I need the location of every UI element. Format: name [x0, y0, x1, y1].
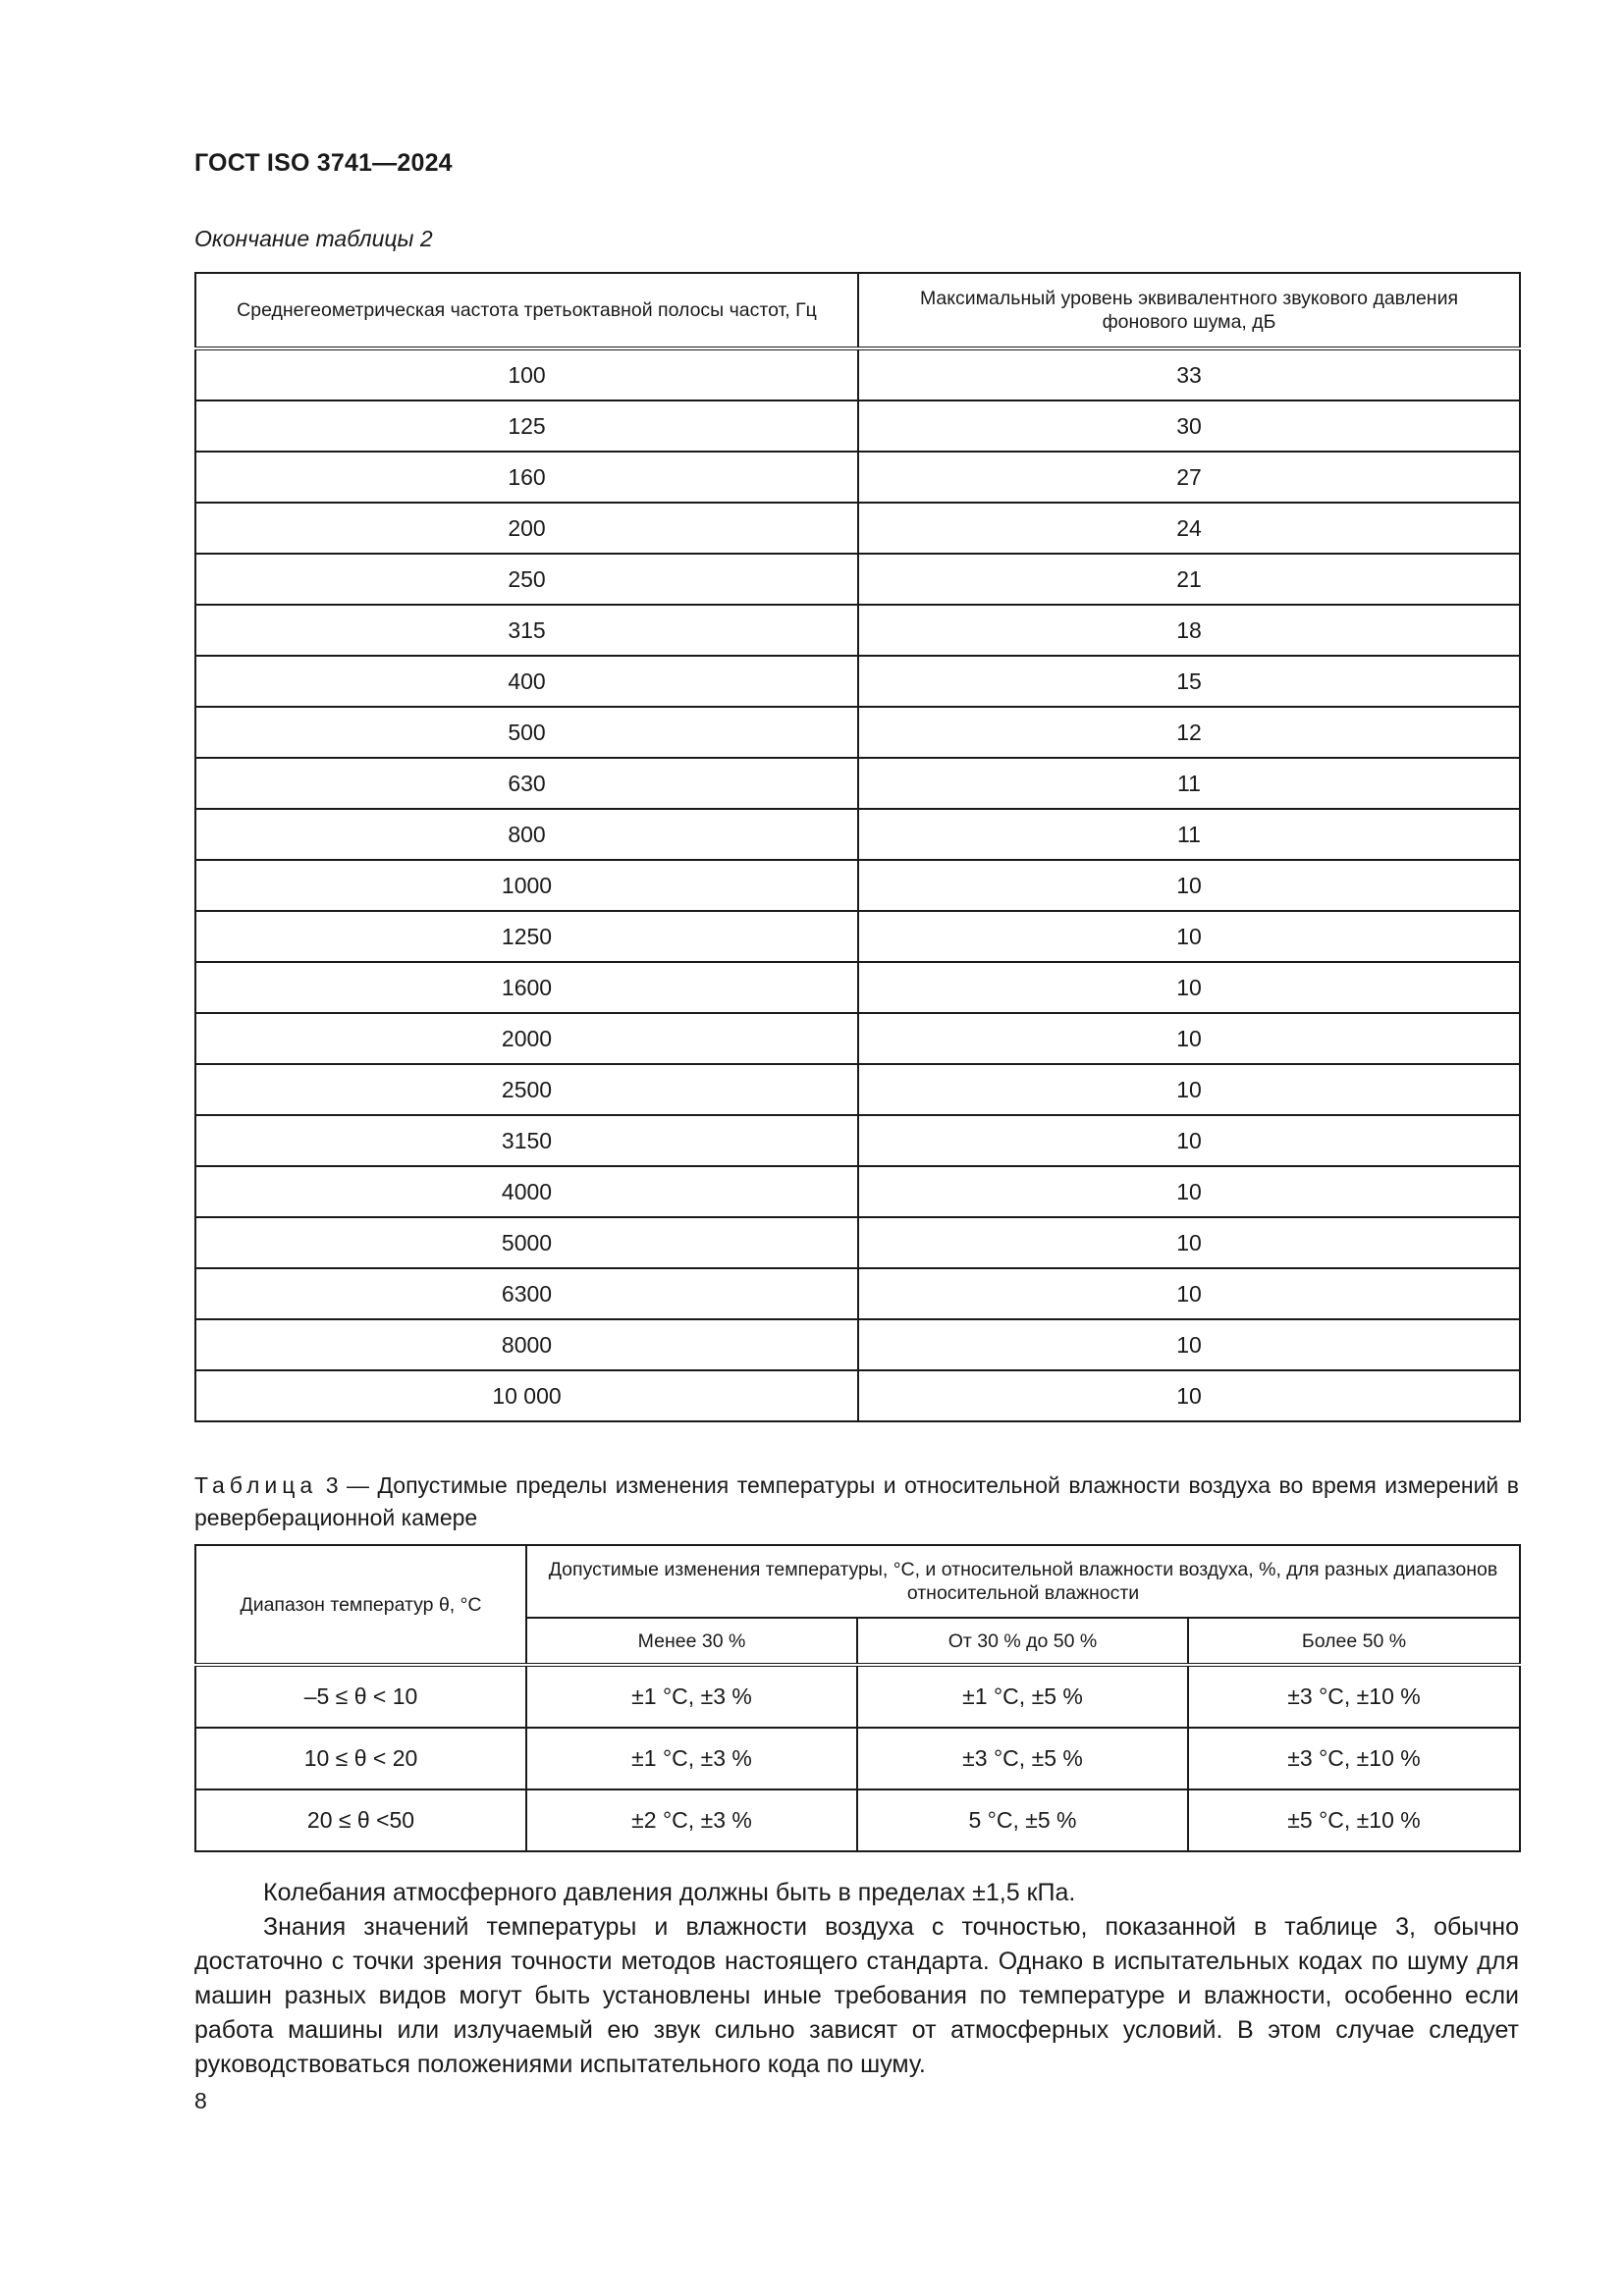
level-cell: 10 — [858, 1013, 1520, 1064]
frequency-cell: 5000 — [195, 1217, 858, 1268]
level-cell: 10 — [858, 1064, 1520, 1115]
level-cell: 24 — [858, 503, 1520, 554]
table-row — [195, 758, 1520, 809]
table-row — [195, 1217, 1520, 1268]
table-row — [195, 554, 1520, 605]
frequency-cell: 8000 — [195, 1319, 858, 1370]
table3-subheader-30-50: От 30 % до 50 % — [857, 1618, 1188, 1665]
frequency-cell: 315 — [195, 605, 858, 656]
level-cell: 10 — [858, 1370, 1520, 1421]
table-row — [195, 860, 1520, 911]
table-row — [195, 1268, 1520, 1319]
level-cell: 33 — [858, 348, 1520, 400]
document-header: ГОСТ ISO 3741—2024 — [194, 149, 453, 177]
table-row — [195, 656, 1520, 707]
table-row — [195, 503, 1520, 554]
table2 — [194, 272, 1521, 1422]
frequency-cell: 4000 — [195, 1166, 858, 1217]
table2-column-header-level: Максимальный уровень эквивалентного звукового давления фонового шума, дБ — [858, 273, 1520, 348]
tolerance-more-50-cell: ±3 °С, ±10 % — [1188, 1665, 1520, 1728]
table-row — [195, 911, 1520, 962]
tolerance-more-50-cell: ±3 °С, ±10 % — [1188, 1728, 1520, 1789]
table3-caption-text: 3 — Допустимые пределы изменения температуры и относительной влажности воздуха во время измерений в реверберационной камере — [194, 1472, 1519, 1530]
frequency-cell: 400 — [195, 656, 858, 707]
table3-header-row — [195, 1545, 1520, 1618]
frequency-cell: 3150 — [195, 1115, 858, 1166]
tolerance-less-30-cell: ±2 °С, ±3 % — [526, 1789, 857, 1851]
table-row — [195, 605, 1520, 656]
table-row — [195, 1166, 1520, 1217]
level-cell: 21 — [858, 554, 1520, 605]
level-cell: 10 — [858, 1115, 1520, 1166]
table-row — [195, 1013, 1520, 1064]
frequency-cell: 1250 — [195, 911, 858, 962]
tolerance-30-50-cell: ±3 °С, ±5 % — [857, 1728, 1188, 1789]
level-cell: 10 — [858, 911, 1520, 962]
table3-caption — [194, 1469, 1519, 1534]
table2-column-header-frequency: Среднегеометрическая частота третьоктавной полосы частот, Гц — [195, 273, 858, 348]
table3-range-header: Диапазон температур θ, °С — [195, 1545, 526, 1665]
table3-subheader-more-50: Более 50 % — [1188, 1618, 1520, 1665]
body-text — [194, 1876, 1519, 2082]
table3-group-header: Допустимые изменения температуры, °С, и относительной влажности воздуха, %, для разных диапазонов относительной влажности — [526, 1545, 1520, 1618]
level-cell: 18 — [858, 605, 1520, 656]
tolerance-less-30-cell: ±1 °С, ±3 % — [526, 1728, 857, 1789]
level-cell: 10 — [858, 1166, 1520, 1217]
page-number: 8 — [194, 2088, 207, 2113]
level-cell: 30 — [858, 400, 1520, 452]
level-cell: 11 — [858, 809, 1520, 860]
frequency-cell: 250 — [195, 554, 858, 605]
temperature-range-cell: 10 ≤ θ < 20 — [195, 1728, 526, 1789]
table2-body — [195, 348, 1520, 1421]
level-cell: 10 — [858, 1217, 1520, 1268]
table-row — [195, 400, 1520, 452]
table-row — [195, 962, 1520, 1013]
temperature-range-cell: –5 ≤ θ < 10 — [195, 1665, 526, 1728]
table3-subheader-less-30: Менее 30 % — [526, 1618, 857, 1665]
frequency-cell: 1600 — [195, 962, 858, 1013]
frequency-cell: 800 — [195, 809, 858, 860]
tolerance-30-50-cell: ±1 °С, ±5 % — [857, 1665, 1188, 1728]
frequency-cell: 10 000 — [195, 1370, 858, 1421]
table3-caption-label: Таблица — [194, 1472, 318, 1498]
level-cell: 27 — [858, 452, 1520, 503]
frequency-cell: 200 — [195, 503, 858, 554]
frequency-cell: 6300 — [195, 1268, 858, 1319]
frequency-cell: 630 — [195, 758, 858, 809]
tolerance-30-50-cell: 5 °С, ±5 % — [857, 1789, 1188, 1851]
frequency-cell: 100 — [195, 348, 858, 400]
level-cell: 11 — [858, 758, 1520, 809]
table-row — [195, 1665, 1520, 1728]
table-row — [195, 1370, 1520, 1421]
table-row — [195, 348, 1520, 400]
frequency-cell: 1000 — [195, 860, 858, 911]
tolerance-less-30-cell: ±1 °С, ±3 % — [526, 1665, 857, 1728]
tolerance-more-50-cell: ±5 °С, ±10 % — [1188, 1789, 1520, 1851]
table-row — [195, 452, 1520, 503]
table3 — [194, 1544, 1521, 1852]
level-cell: 10 — [858, 962, 1520, 1013]
frequency-cell: 500 — [195, 707, 858, 758]
frequency-cell: 2500 — [195, 1064, 858, 1115]
table-row — [195, 707, 1520, 758]
paragraph-accuracy: Знания значений температуры и влажности воздуха с точностью, показанной в таблице 3, обычно достаточно с точки зрения точности методов настоящего стандарта. Однако в испытательных кодах по шуму для машин разных видов могут быть установлены иные требования по температуре и влажности, особенно если работа машины или излучаемый ею звук сильно зависят от атмосферных условий. В этом случае следует руководствоваться положениями испытательного кода по шуму. — [194, 1913, 1519, 2078]
table-row — [195, 1728, 1520, 1789]
level-cell: 12 — [858, 707, 1520, 758]
table3-body — [195, 1665, 1520, 1851]
table2-header-row — [195, 273, 1520, 348]
frequency-cell: 125 — [195, 400, 858, 452]
level-cell: 15 — [858, 656, 1520, 707]
table2-continuation-caption: Окончание таблицы 2 — [194, 226, 433, 251]
table-row — [195, 809, 1520, 860]
frequency-cell: 2000 — [195, 1013, 858, 1064]
table-row — [195, 1064, 1520, 1115]
table-row — [195, 1319, 1520, 1370]
paragraph-pressure: Колебания атмосферного давления должны быть в пределах ±1,5 кПа. — [263, 1879, 1076, 1906]
table-row — [195, 1115, 1520, 1166]
level-cell: 10 — [858, 860, 1520, 911]
temperature-range-cell: 20 ≤ θ <50 — [195, 1789, 526, 1851]
level-cell: 10 — [858, 1268, 1520, 1319]
table-row — [195, 1789, 1520, 1851]
frequency-cell: 160 — [195, 452, 858, 503]
level-cell: 10 — [858, 1319, 1520, 1370]
